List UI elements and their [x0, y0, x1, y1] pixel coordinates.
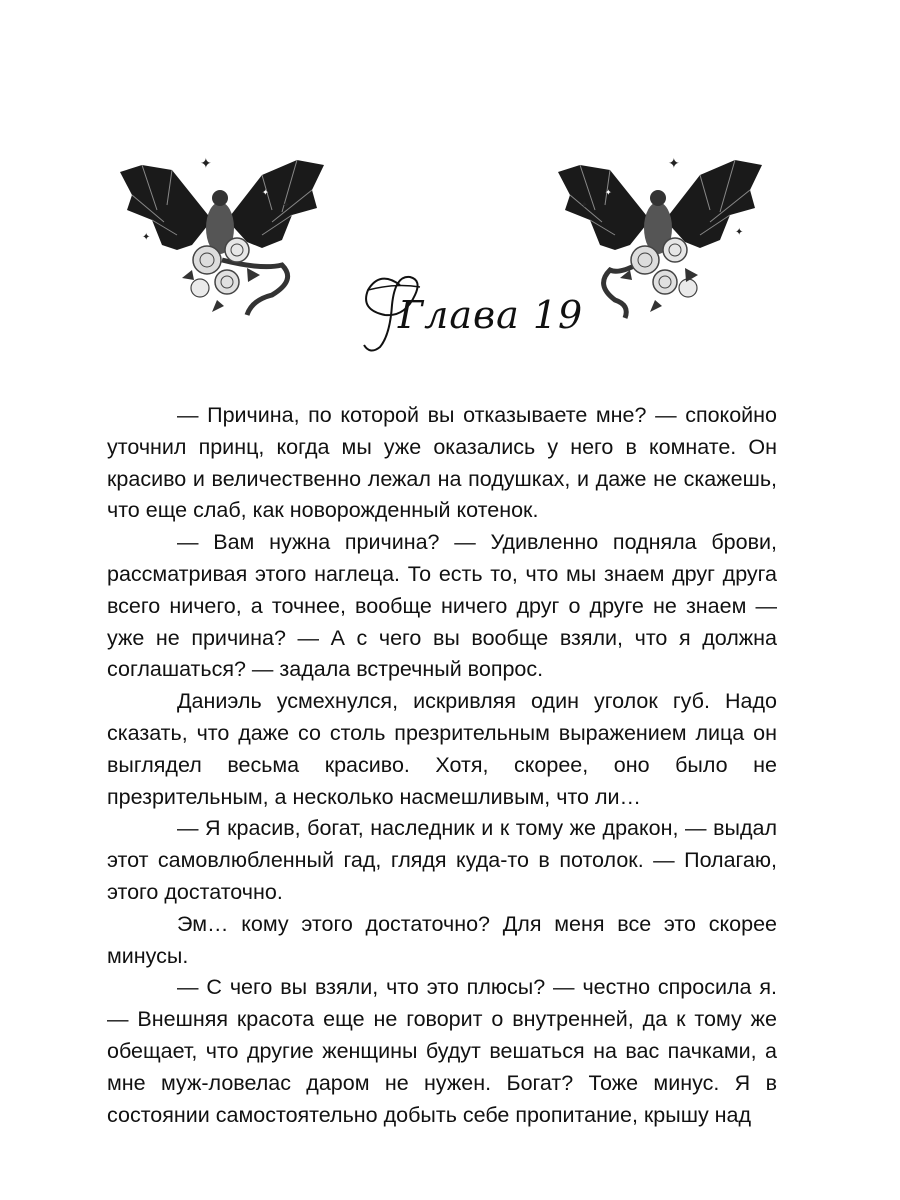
- svg-text:✦: ✦: [580, 200, 589, 211]
- svg-text:✦: ✦: [142, 232, 151, 243]
- paragraph: Даниэль усмехнулся, искривляя один уголок губ. Надо сказать, что даже со столь презрительным выражением лица он выглядел весьма красиво. Хотя, скорее, оно было не презрительным, а несколько насмешливым, что ли…: [107, 689, 777, 809]
- chapter-title-text: Глава 19: [398, 293, 584, 337]
- dragon-with-roses-icon: [112, 150, 327, 320]
- svg-text:✦: ✦: [282, 200, 291, 211]
- paragraph: Эм… кому этого достаточно? Для меня все это скорее минусы.: [107, 911, 777, 968]
- paragraph: — С чего вы взяли, что это плюсы? — честно спросила я. — Внешняя красота еще не говорит о внутренней, да к тому же обещает, что другие женщины будут вешаться на вас пачками, а мне муж-ловелас даром не нужен. Богат? Тоже минус. Я в состоянии самостоятельно добыть себе пропитание, крышу над: [107, 975, 777, 1127]
- paragraph: — Причина, по которой вы отказываете мне? — спокойно уточнил принц, когда мы уже оказались у него в комнате. Он красиво и величественно лежал на подушках, и даже не скажешь, что еще слаб, как новорожденный котенок.: [107, 403, 777, 523]
- paragraph: — Я красив, богат, наследник и к тому же дракон, — выдал этот самовлюбленный гад, глядя куда-то в потолок. — Полагаю, этого достаточно.: [107, 816, 777, 904]
- svg-text:✦: ✦: [668, 156, 680, 172]
- svg-text:✦: ✦: [735, 227, 744, 238]
- chapter-heading: [360, 265, 584, 360]
- chapter-text: [107, 400, 777, 1131]
- svg-text:✦: ✦: [200, 156, 212, 172]
- svg-text:✦: ✦: [262, 188, 269, 197]
- svg-text:✦: ✦: [605, 188, 612, 197]
- paragraph: — Вам нужна причина? — Удивленно подняла брови, рассматривая этого наглеца. То есть то, что мы знаем друг друга всего ничего, а точнее, вообще ничего друг о друге не знаем — уже не причина? — А с чего вы вообще взяли, что я должна соглашаться? — задала встречный вопрос.: [107, 530, 777, 682]
